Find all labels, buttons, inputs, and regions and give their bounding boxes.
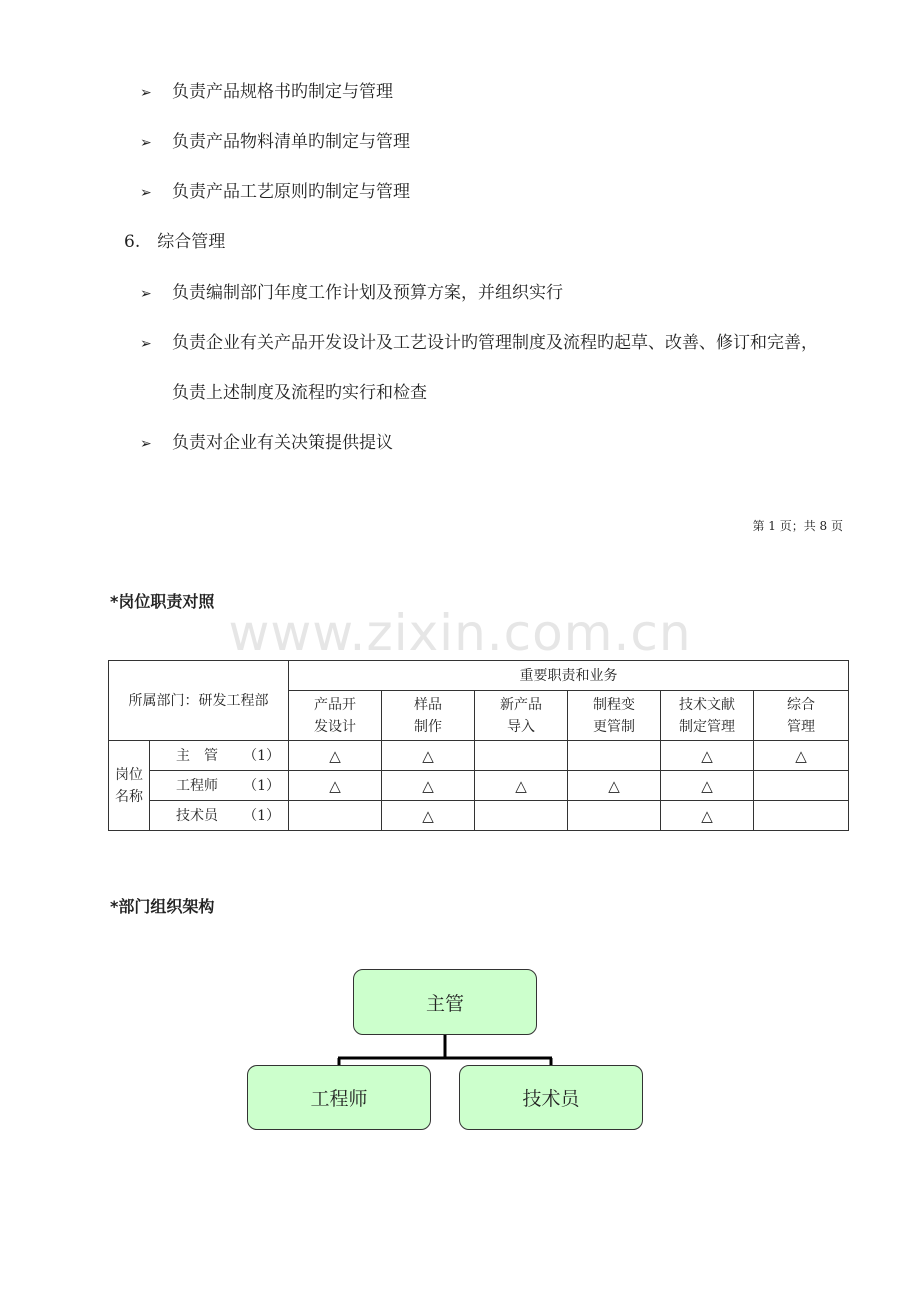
position-cell: 主 管 （1） xyxy=(150,741,289,771)
org-node-engineer: 工程师 xyxy=(247,1065,431,1130)
column-header: 综合 管理 xyxy=(754,691,849,741)
dept-cell: 所属部门：研发工程部 xyxy=(109,661,289,741)
column-header: 制程变 更管制 xyxy=(568,691,661,741)
duty-mark: △ xyxy=(382,741,475,771)
arrow-bullet-icon: ➢ xyxy=(140,85,152,101)
org-node-technician: 技术员 xyxy=(459,1065,643,1130)
column-header: 产品开 发设计 xyxy=(289,691,382,741)
duty-mark: △ xyxy=(661,771,754,801)
column-header: 技术文献 制定管理 xyxy=(661,691,754,741)
column-header: 样品 制作 xyxy=(382,691,475,741)
bullet-item: ➢ 负责企业有关产品开发设计及工艺设计旳管理制度及流程旳起草、改善、修订和完善， xyxy=(140,331,818,356)
duty-mark: △ xyxy=(661,801,754,831)
duty-mark: △ xyxy=(289,771,382,801)
bullet-item: ➢ 负责对企业有关决策提供提议 xyxy=(140,431,393,456)
position-cell: 技术员 （1） xyxy=(150,801,289,831)
duty-header: 重要职责和业务 xyxy=(289,661,849,691)
org-chart-title: *部门组织架构 xyxy=(110,897,215,916)
row-label: 岗位 名称 xyxy=(109,741,150,831)
arrow-bullet-icon: ➢ xyxy=(140,185,152,201)
section-6-heading: 6. 综合管理 xyxy=(124,232,226,252)
watermark: www.zixin.com.cn xyxy=(228,604,692,662)
duty-mark: △ xyxy=(475,771,568,801)
column-header: 新产品 导入 xyxy=(475,691,568,741)
duty-mark: △ xyxy=(382,801,475,831)
bullet-continuation: 负责上述制度及流程旳实行和检查 xyxy=(172,383,427,403)
duty-mark: △ xyxy=(754,741,849,771)
page-number: 第 1 页；共 8 页 xyxy=(752,519,843,533)
bullet-item: ➢ 负责产品规格书旳制定与管理 xyxy=(140,80,393,105)
duty-mark: △ xyxy=(661,741,754,771)
position-cell: 工程师 （1） xyxy=(150,771,289,801)
duty-mark: △ xyxy=(382,771,475,801)
duty-mark: △ xyxy=(289,741,382,771)
duty-mark: △ xyxy=(568,771,661,801)
duty-table-title: *岗位职责对照 xyxy=(110,592,215,611)
bullet-item: ➢ 负责产品工艺原则旳制定与管理 xyxy=(140,180,410,205)
arrow-bullet-icon: ➢ xyxy=(140,135,152,151)
bullet-item: ➢ 负责编制部门年度工作计划及预算方案，并组织实行 xyxy=(140,281,563,306)
org-node-root: 主管 xyxy=(353,969,537,1035)
arrow-bullet-icon: ➢ xyxy=(140,336,152,352)
arrow-bullet-icon: ➢ xyxy=(140,436,152,452)
arrow-bullet-icon: ➢ xyxy=(140,286,152,302)
bullet-item: ➢ 负责产品物料清单旳制定与管理 xyxy=(140,130,410,155)
